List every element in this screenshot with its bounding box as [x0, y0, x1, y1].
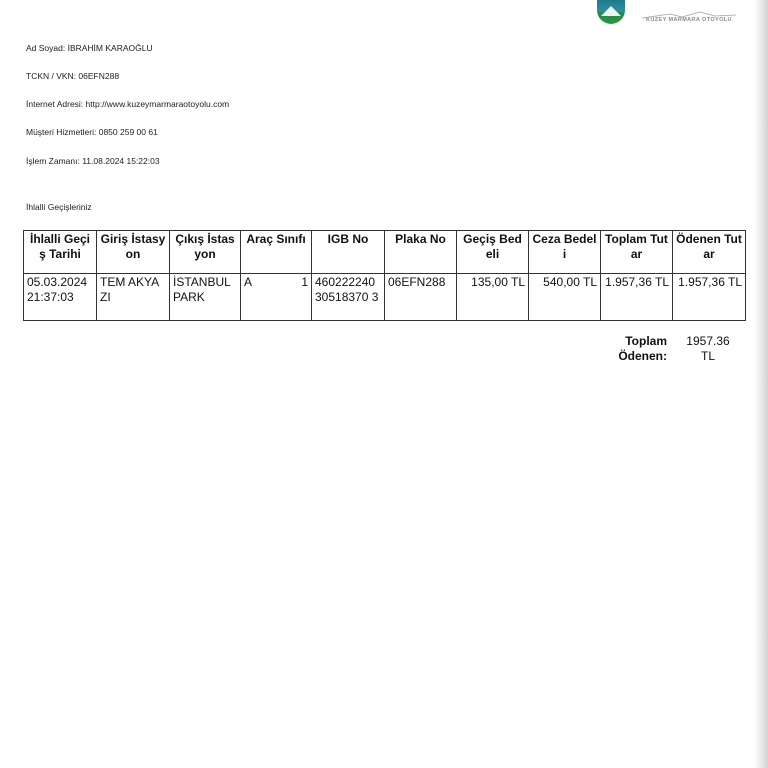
header-toll-fee: Geçiş Bedeli [457, 231, 529, 274]
header-violation-date: İhlalli Geçiş Tarihi [24, 231, 97, 274]
header-exit-station: Çıkış İstasyon [170, 231, 241, 274]
header-entry-station: Giriş İstasyon [97, 231, 170, 274]
page-edge-shadow [754, 0, 768, 768]
header-total-amount: Toplam Tutar [601, 231, 673, 274]
cell-toll-fee: 135,00 TL [457, 274, 529, 321]
customer-name: Ad Soyad: İBRAHİM KARAOĞLU [26, 43, 153, 53]
cell-igb-no: 46022224030518370 3 [312, 274, 385, 321]
website: İnternet Adresi: http://www.kuzeymarmaraotoyolu.com [26, 99, 230, 109]
cell-penalty-fee: 540,00 TL [529, 274, 601, 321]
transaction-time: İşlem Zamanı: 11.08.2024 15:22:03 [26, 156, 160, 166]
cell-paid-amount: 1.957,36 TL [673, 274, 746, 321]
header-igb-no: IGB No [312, 231, 385, 274]
total-paid-value: 1957.36 TL [686, 334, 730, 363]
violations-table [23, 230, 746, 321]
section-title: İhlalli Geçişleriniz [26, 202, 92, 212]
cell-date: 05.03.2024 21:37:03 [24, 274, 97, 321]
brand-logo [640, 10, 740, 26]
table-header-row [24, 231, 746, 274]
brand-text: KUZEY MARMARA OTOYOLU [646, 17, 732, 23]
total-paid-label: Toplam Ödenen: [618, 334, 667, 363]
header-plate-no: Plaka No [385, 231, 457, 274]
vehicle-class-value: 1 [301, 275, 308, 289]
cell-exit-station: İSTANBULPARK [170, 274, 241, 321]
cell-plate-no: 06EFN288 [385, 274, 457, 321]
mountain-logo-icon [597, 0, 625, 24]
header-vehicle-class: Araç Sınıfı [241, 231, 312, 274]
cell-total-amount: 1.957,36 TL [601, 274, 673, 321]
header-penalty-fee: Ceza Bedeli [529, 231, 601, 274]
tax-id: TCKN / VKN: 06EFN288 [26, 71, 120, 81]
customer-service-phone: Müşteri Hizmetleri: 0850 259 00 61 [26, 127, 158, 137]
table-row [24, 274, 746, 321]
cell-vehicle-class [241, 274, 312, 321]
vehicle-class-prefix: A [244, 275, 253, 289]
cell-entry-station: TEM AKYAZI [97, 274, 170, 321]
header-paid-amount: Ödenen Tutar [673, 231, 746, 274]
